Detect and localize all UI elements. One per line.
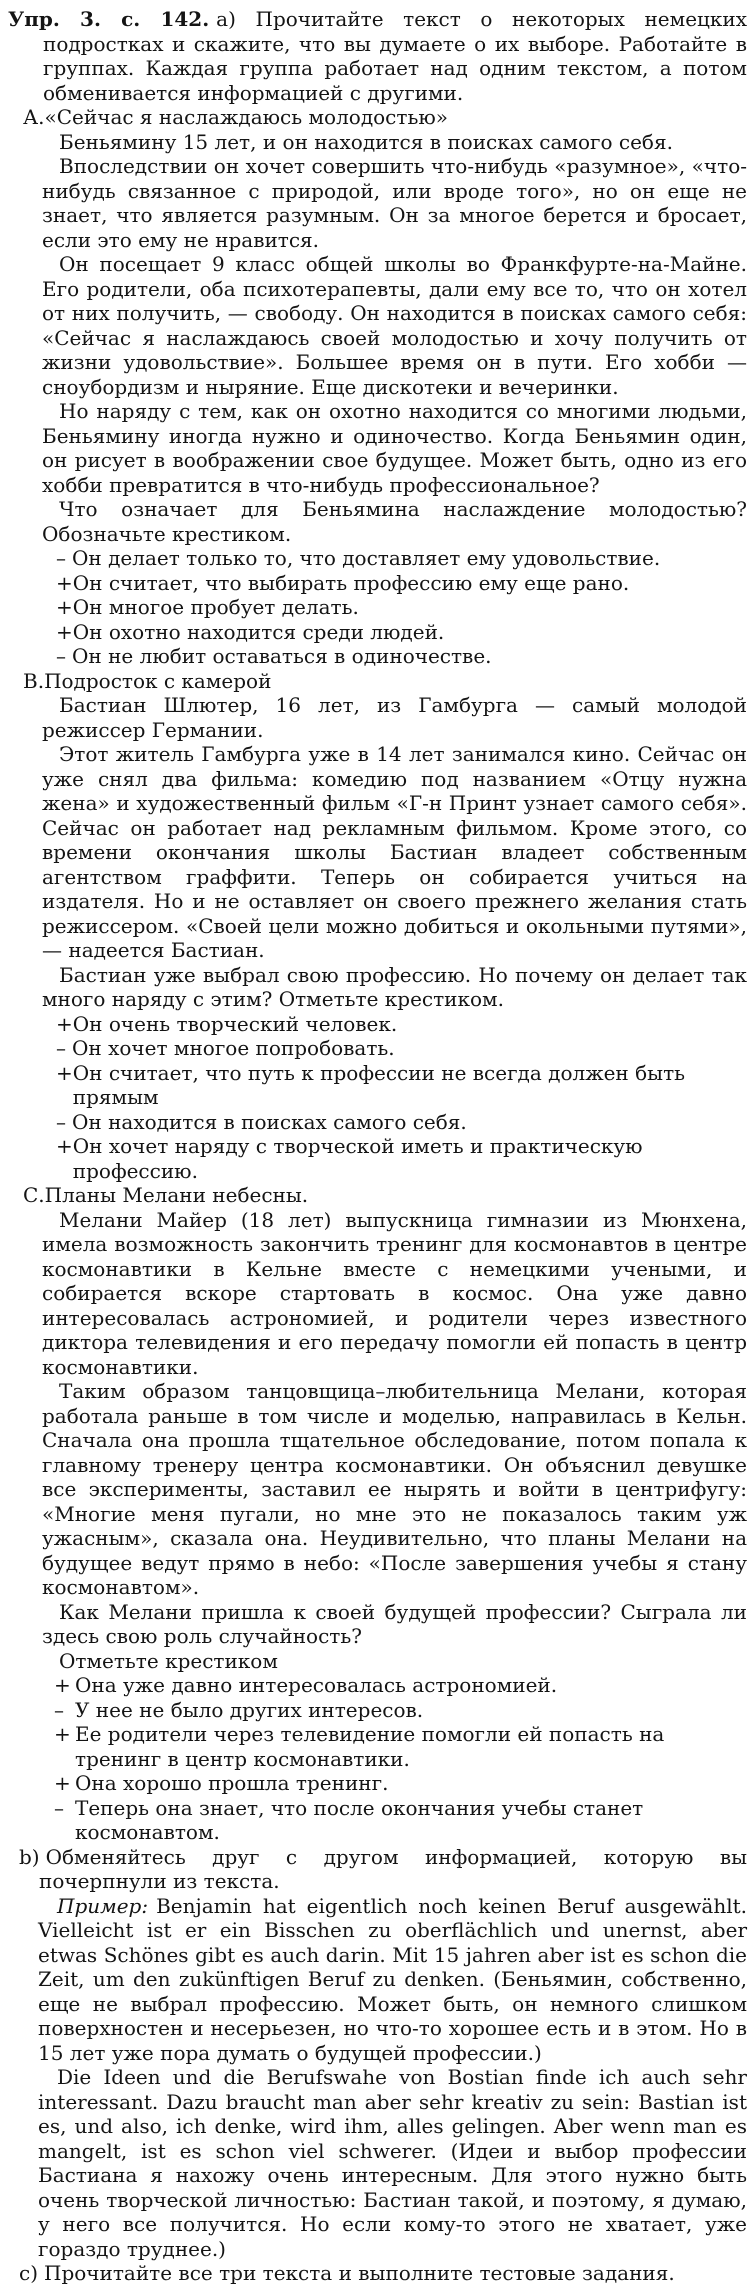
- exercise-number: Упр. 3. с. 142.: [8, 7, 210, 31]
- example-paragraph: Die Ideen und die Berufswahe von Bostian finde ich auch sehr interessant. Dazu braucht man aber sehr kreativ zu sein: Bastian ist es, und also, ich denke, wird ihm, alles gelingen. Aber wenn man es mangelt, ist es schon viel schwerer. (Идеи и выбор профессии Бастиана я нахожу очень интересным. Для этого нужно быть очень творческой личностью: Бастиан такой, и поэтому, я думаю, у него все получится. Но если кому-то этого не хватает, уже гораздо труднее.): [38, 2065, 747, 2261]
- task-c-text: Прочитайте все три текста и выполните тестовые задания.: [44, 2261, 675, 2285]
- option-text: Он считает, что путь к профессии не всегда должен быть прямым: [72, 1060, 686, 1109]
- option-text: Он охотно находится среди людей.: [72, 619, 445, 644]
- section-b-title: Подросток с камерой: [44, 668, 272, 693]
- option-mark: +: [54, 1722, 71, 1746]
- section-a-task-prompt: Что означает для Беньямина наслаждение молодостью? Обозначьте крестиком.: [42, 497, 747, 546]
- option-text: Он хочет наряду с творческой иметь и практическую профессию.: [72, 1134, 643, 1183]
- option-text: У нее не было других интересов.: [75, 1697, 424, 1722]
- exercise-intro: [8, 7, 748, 105]
- option-text: Он очень творческий человек.: [72, 1011, 398, 1036]
- section-b-letter: В.: [23, 668, 45, 693]
- option-mark: –: [56, 1036, 66, 1060]
- option-text: Он хочет многое попробовать.: [72, 1036, 395, 1060]
- section-a-heading: [23, 105, 747, 130]
- task-b-marker: b): [19, 1844, 40, 1869]
- section-c-letter: С.: [23, 1183, 45, 1207]
- section-a-paragraph: Он посещает 9 класс общей школы во Франкфурте-на-Майне. Его родители, оба психотерапевты, дали ему все то, что он хотел от них получить, — свободу. Он находится в поисках самого себя: «Сейчас я наслаждаюсь своей молодостью и хочу получить от жизни удовольствие». Большее время он в пути. Его хобби — сноубордизм и ныряние. Еще дискотеки и вечеринки.: [42, 252, 747, 399]
- option-mark: +: [56, 1134, 73, 1158]
- option-mark: –: [56, 1109, 66, 1134]
- option-mark: –: [54, 1697, 64, 1722]
- option-text: Он делает только то, что доставляет ему удовольствие.: [72, 546, 661, 570]
- task-c-marker: с): [19, 2261, 39, 2285]
- section-c-paragraph: Таким образом танцовщица–любительница Мелани, которая работала раньше в том числе и моделью, направилась в Кельн. Сначала она прошла тщательное обследование, потом попала к главному тренеру центра космонавтики. Он объяснил девушке все эксперименты, заставил ее нырять и войти в центрифугу: «Многие меня пугали, но мне это не показалось таким уж ужасным», сказала она. Неудивительно, что планы Мелани на будущее ведут прямо в небо: «После завершения учебы я стану космонавтом».: [42, 1379, 747, 1599]
- option-mark: +: [56, 595, 73, 619]
- section-c-options: [54, 1673, 747, 1845]
- option-row: [54, 1722, 747, 1771]
- section-b-paragraph: Бастиан Шлютер, 16 лет, из Гамбурга — самый молодой режиссер Германии.: [42, 693, 747, 742]
- option-text: Теперь она знает, что после окончания учебы станет космонавтом.: [75, 1795, 644, 1844]
- section-c-heading: [23, 1183, 747, 1208]
- task-b: [19, 1844, 747, 1894]
- section-b-options: [56, 1012, 747, 1184]
- example-paragraph: [38, 1894, 747, 2066]
- option-mark: –: [54, 1795, 64, 1820]
- option-mark: +: [54, 1771, 71, 1795]
- section-a-letter: А.: [23, 105, 45, 129]
- option-row: [56, 1012, 747, 1037]
- option-text: Она хорошо прошла тренинг.: [75, 1771, 389, 1795]
- option-mark: –: [56, 546, 66, 570]
- task-b-text: Обменяйтесь друг с другом информацией, которую вы почерпнули из текста.: [39, 1844, 747, 1893]
- option-mark: +: [54, 1673, 71, 1697]
- option-row: [56, 620, 747, 645]
- section-c-task-prompt: Отметьте крестиком: [59, 1648, 278, 1673]
- option-row: [54, 1796, 747, 1845]
- option-row: [56, 1036, 747, 1061]
- section-a-title: «Сейчас я наслаждаюсь молодостью»: [44, 105, 448, 129]
- section-a-paragraph: Но наряду с тем, как он охотно находится со многими людьми, Беньямину иногда нужно и одиночество. Когда Беньямин один, он рисует в воображении свое будущее. Может быть, одно из его хобби превратится в что-нибудь профессиональное?: [42, 399, 747, 497]
- option-row: [54, 1698, 747, 1723]
- option-row: [56, 1110, 747, 1135]
- option-text: Он считает, что выбирать профессию ему еще рано.: [72, 570, 630, 595]
- option-row: [54, 1771, 747, 1796]
- option-mark: –: [56, 644, 66, 668]
- section-a-paragraph: Беньямину 15 лет, и он находится в поисках самого себя.: [59, 129, 673, 154]
- task-c: [19, 2261, 747, 2286]
- section-c-paragraph: Как Мелани пришла к своей будущей профессии? Сыграла ли здесь свою роль случайность?: [42, 1599, 747, 1648]
- option-row: [54, 1673, 747, 1698]
- option-mark: +: [56, 1060, 73, 1085]
- section-b-heading: [23, 669, 747, 694]
- option-mark: +: [56, 619, 73, 644]
- option-row: [56, 571, 747, 596]
- option-text: Ее родители через телевидение помогли ей попасть на тренинг в центр космонавтики.: [75, 1722, 665, 1771]
- section-c-paragraph: Мелани Майер (18 лет) выпускница гимназии из Мюнхена, имела возможность закончить тренинг для космонавтов в центре космонавтики в Кельне вместе с немецкими учеными, и собирается вскоре стартовать в космос. Она уже давно интересовалась астрономией, и родители через известного диктора телевидения и его передачу помогли ей попасть в центр космонавтики.: [42, 1207, 747, 1379]
- example-text: Benjamin hat eigentlich noch keinen Beruf ausgewählt. Vielleicht ist er ein Bisschen zu oberflächlich und unernst, aber etwas Schönes gibt es auch darin. Mit 15 jahren aber ist es schon die Zeit, um den zukünftigen Beruf zu denken. (Беньямин, собственно, еще не выбрал профессию. Может быть, он немного слишком поверхностен и несерьезен, но что-то хорошее есть и в этом. Но в 15 лет уже пора думать о будущей профессии.): [38, 1893, 747, 2065]
- task-a-text: а) Прочитайте текст о некоторых немецких подростках и скажите, что вы думаете о их выборе. Работайте в группах. Каждая группа работает над одним текстом, а потом обменивается информацией с другими.: [43, 7, 748, 105]
- option-row: [56, 546, 747, 571]
- section-b-paragraph: Этот житель Гамбурга уже в 14 лет занимался кино. Сейчас он уже снял два фильма: комедию под названием «Отцу нужна жена» и художественный фильм «Г-н Принт узнает самого себя». Сейчас он работает над рекламным фильмом. Кроме этого, со времени окончания школы Бастиан владеет собственным агентством граффити. Теперь он собирается учиться на издателя. Но и не оставляет он своего прежнего желания стать режиссером. «Своей цели можно добиться и окольными путями», — надеется Бастиан.: [42, 742, 747, 962]
- option-row: [56, 1134, 747, 1183]
- option-text: Он находится в поисках самого себя.: [72, 1109, 467, 1134]
- option-text: Он не любит оставаться в одиночестве.: [72, 644, 492, 668]
- example-label: Пример:: [57, 1893, 149, 1918]
- option-text: Она уже давно интересовалась астрономией.: [75, 1673, 558, 1697]
- option-row: [56, 595, 747, 620]
- option-text: Он многое пробует делать.: [72, 595, 359, 619]
- section-b-task-prompt: Бастиан уже выбрал свою профессию. Но почему он делает так много наряду с этим? Отметьте крестиком.: [42, 962, 747, 1011]
- section-c-title: Планы Мелани небесны.: [44, 1183, 309, 1207]
- option-row: [56, 1061, 747, 1110]
- option-row: [56, 644, 747, 669]
- option-mark: +: [56, 570, 73, 595]
- option-mark: +: [56, 1011, 73, 1036]
- section-a-paragraph: Впоследствии он хочет совершить что-нибудь «разумное», «что-нибудь связанное с природой, или вроде того», но он еще не знает, что является разумным. Он за многое берется и бросает, если это ему не нравится.: [42, 154, 747, 252]
- section-a-options: [56, 546, 747, 669]
